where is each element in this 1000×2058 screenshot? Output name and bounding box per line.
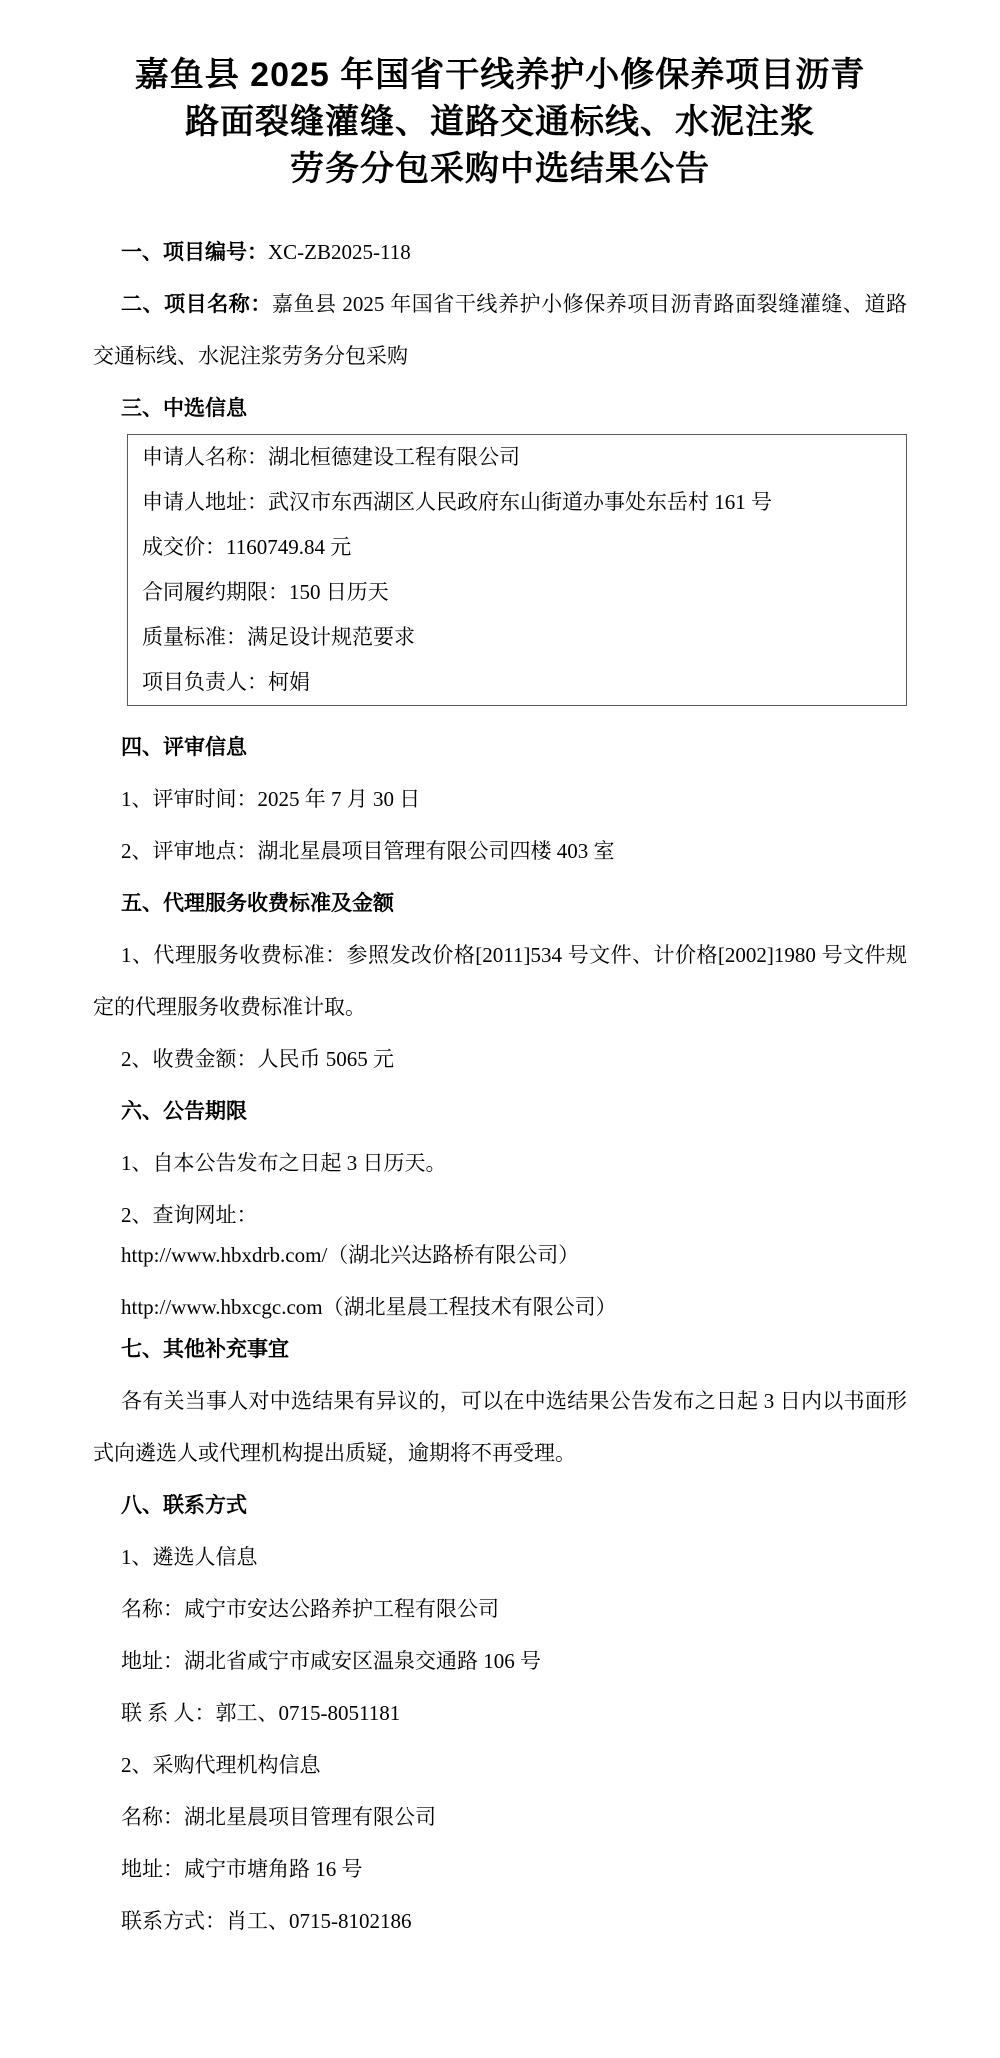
section-heading-review: 四、评审信息 <box>121 735 247 759</box>
winner-name-row: 申请人名称：湖北桓德建设工程有限公司 <box>142 445 520 469</box>
section-heading-selection: 三、中选信息 <box>121 396 247 420</box>
selector-info-title: 1、遴选人信息 <box>121 1545 258 1569</box>
review-time: 1、评审时间：2025 年 7 月 30 日 <box>121 787 421 811</box>
section-heading-agency-fee: 五、代理服务收费标准及金额 <box>121 891 394 915</box>
title-line-1: 嘉鱼县 2025 年国省干线养护小修保养项目沥青 <box>134 56 866 94</box>
document-page <box>0 52 1000 2058</box>
section-heading-contact: 八、联系方式 <box>121 1493 247 1517</box>
document-title <box>93 52 907 193</box>
query-url-2: http://www.hbxcgc.com（湖北星晨工程技术有限公司） <box>121 1295 617 1319</box>
agent-name: 名称：湖北星晨项目管理有限公司 <box>121 1805 436 1829</box>
review-location: 2、评审地点：湖北星晨项目管理有限公司四楼 403 室 <box>121 839 615 863</box>
project-name <box>93 278 907 382</box>
section-heading-supplement: 七、其他补充事宜 <box>121 1337 289 1361</box>
selector-name: 名称：咸宁市安达公路养护工程有限公司 <box>121 1597 499 1621</box>
project-number <box>93 226 907 278</box>
supplement-content: 各有关当事人对中选结果有异议的，可以在中选结果公告发布之日起 3 日内以书面形式向遴选人或代理机构提出质疑，逾期将不再受理。 <box>93 1389 907 1465</box>
query-url-label: 2、查询网址： <box>121 1203 258 1227</box>
selector-address: 地址：湖北省咸宁市咸安区温泉交通路 106 号 <box>121 1649 541 1673</box>
agent-info-title: 2、采购代理机构信息 <box>121 1753 321 1777</box>
winner-duration-row: 合同履约期限：150 日历天 <box>142 580 389 604</box>
winner-quality-row: 质量标准：满足设计规范要求 <box>142 625 415 649</box>
title-line-3: 劳务分包采购中选结果公告 <box>290 150 710 188</box>
agency-fee-standard: 1、代理服务收费标准：参照发改价格[2011]534 号文件、计价格[2002]1980 号文件规定的代理服务收费标准计取。 <box>93 943 907 1019</box>
winner-manager-row: 项目负责人：柯娟 <box>142 670 310 694</box>
title-line-2: 路面裂缝灌缝、道路交通标线、水泥注浆 <box>185 103 815 141</box>
agent-contact: 联系方式：肖工、0715-8102186 <box>121 1909 412 1933</box>
section-heading-announcement-period: 六、公告期限 <box>121 1099 247 1123</box>
project-name-label: 二、项目名称： <box>121 292 272 316</box>
announcement-duration: 1、自本公告发布之日起 3 日历天。 <box>121 1151 447 1175</box>
selector-contact: 联 系 人：郭工、0715-8051181 <box>121 1701 401 1725</box>
project-number-value: XC-ZB2025-118 <box>268 240 411 264</box>
project-name-value: 嘉鱼县 2025 年国省干线养护小修保养项目沥青路面裂缝灌缝、道路交通标线、水泥注浆劳务分包采购 <box>93 292 908 368</box>
winner-address-row: 申请人地址：武汉市东西湖区人民政府东山街道办事处东岳村 161 号 <box>142 490 772 514</box>
query-url-1: http://www.hbxdrb.com/（湖北兴达路桥有限公司） <box>121 1243 580 1267</box>
agency-fee-amount: 2、收费金额：人民币 5065 元 <box>121 1047 394 1071</box>
winner-info-box <box>127 434 907 706</box>
agent-address: 地址：咸宁市塘角路 16 号 <box>121 1857 363 1881</box>
winner-price-row: 成交价：1160749.84 元 <box>142 535 352 559</box>
project-number-label: 一、项目编号： <box>121 240 268 264</box>
